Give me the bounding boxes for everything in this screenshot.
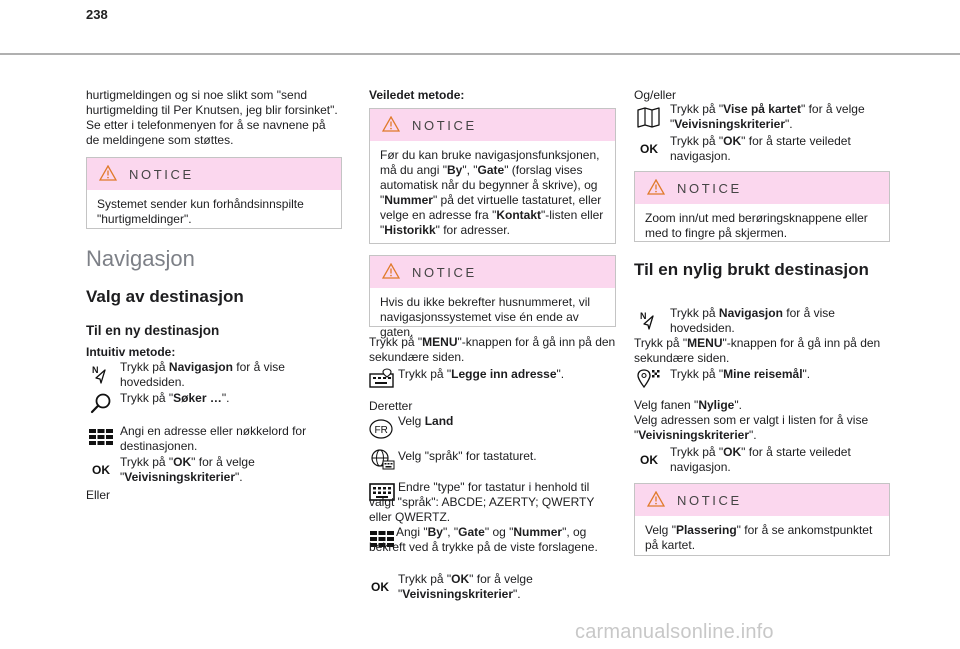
notice-box [369,255,616,339]
intro-text: hurtigmeldingen og si noe slikt som "send hurtigmelding til Per Knutsen, jeg blir forsinket". Se etter i telefonmenyen for å se navnene på de meldingene som støttes. [86,88,338,147]
svg-text:N: N [92,365,99,375]
ok-button-icon: OK [640,142,658,156]
notice-text: Velg "Plassering" for å se ankomstpunktet på kartet. [645,523,873,552]
step-ok-start: Trykk på "OK" for å starte veiledet navigasjon. [670,134,851,163]
notice-header [87,158,341,190]
or-label: Eller [86,488,111,502]
step-enter-address: Angi en adresse eller nøkkelord for destinasjonen. [120,424,307,453]
select-address-instruction: Velg adressen som er valgt i listen for å vise "Veivisningskriterier". [634,413,869,442]
step-navigation: Trykk på Navigasjon for å vise hovedsiden. [670,306,835,335]
keyboard-language-icon [369,448,395,470]
warning-icon [647,491,665,507]
notice-box [86,157,342,229]
menu-instruction: Trykk på "MENU"-knappen for å gå inn på den sekundære siden. [634,336,881,365]
and-or-label: Og/eller [634,88,677,102]
map-icon [636,106,662,128]
notice-title: NOTICE [677,493,742,508]
step-ok-criteria: Trykk på "OK" for å velge "Veivisningskriterier". [120,455,255,484]
then-label: Deretter [369,399,413,413]
step-keyboard-language: Velg "språk" for tastaturet. [398,449,537,463]
intuitive-method-label: Intuitiv metode: [86,345,176,359]
notice-title: NOTICE [677,181,742,196]
navigation-icon [88,364,114,386]
step-enter-city: Angi "By", "Gate" og "Nummer", og bekreft ved å trykke på de viste forslagene. [369,525,598,554]
my-destinations-icon [636,368,662,390]
step-keyboard-type: Endre "type" for tastatur i henhold til valgt "språk": ABCDE; AZERTY; QWERTY eller QWERTZ. [369,480,595,524]
step-search: Trykk på "Søker …". [120,391,230,405]
notice-header [370,256,615,288]
warning-icon [382,263,400,279]
recent-tab-instruction: Velg fanen "Nylige". [634,398,742,412]
warning-icon [647,179,665,195]
keypad-grid-icon [88,426,114,448]
notice-header [635,484,889,516]
notice-text: Systemet sender kun forhåndsinnspilte "hurtigmeldinger". [97,197,304,226]
step-ok-criteria: Trykk på "OK" for å velge "Veivisningskriterier". [398,572,533,601]
ok-button-icon: OK [371,580,389,594]
heading-navigation: Navigasjon [86,246,195,271]
step-enter-address: Trykk på "Legge inn adresse". [398,367,565,381]
notice-box [369,108,616,244]
step-ok-start: Trykk på "OK" for å starte veiledet navigasjon. [670,445,851,474]
notice-box [634,483,890,556]
notice-text: Zoom inn/ut med berøringsknappene eller med to fingre på skjermen. [645,211,868,240]
warning-icon [99,165,117,181]
step-navigation: Trykk på Navigasjon for å vise hovedsiden. [120,360,285,389]
enter-address-icon [369,368,395,390]
guided-method-label: Veiledet metode: [369,88,465,102]
page-number: 238 [86,7,108,22]
heading-recent-destination: Til en nylig brukt destinasjon [634,260,869,279]
step-choose-country: Velg Land [398,414,454,428]
heading-choose-destination: Valg av destinasjon [86,287,244,306]
navigation-icon [636,310,662,332]
notice-text: Før du kan bruke navigasjonsfunksjonen, må du angi "By", "Gate" (forslag vises automatisk når du begynner å skrive), og "Nummer" på det virtuelle tastaturet, eller velge en adresse fra "Kontakt"-listen eller "Historikk" for adresser. [380,148,604,237]
notice-header [635,172,889,204]
notice-title: NOTICE [129,167,194,182]
menu-instruction: Trykk på "MENU"-knappen for å gå inn på den sekundære siden. [369,335,616,364]
svg-text:N: N [640,311,647,321]
step-my-destinations: Trykk på "Mine reisemål". [670,367,811,381]
notice-box [634,171,890,242]
country-flag-icon [369,418,395,440]
search-icon [88,392,114,414]
notice-text: Hvis du ikke bekrefter husnummeret, vil navigasjonssystemet vise én ende av gaten. [380,295,591,339]
ok-button-icon: OK [92,463,110,477]
header-rule [0,53,960,55]
notice-title: NOTICE [412,118,477,133]
step-show-on-map: Trykk på "Vise på kartet" for å velge "Veivisningskriterier". [670,102,865,131]
warning-icon [382,116,400,132]
heading-new-destination: Til en ny destinasjon [86,323,220,338]
watermark: carmanualsonline.info [575,621,774,643]
ok-button-icon: OK [640,453,658,467]
notice-header [370,109,615,141]
notice-title: NOTICE [412,265,477,280]
svg-text:FR: FR [374,425,388,436]
